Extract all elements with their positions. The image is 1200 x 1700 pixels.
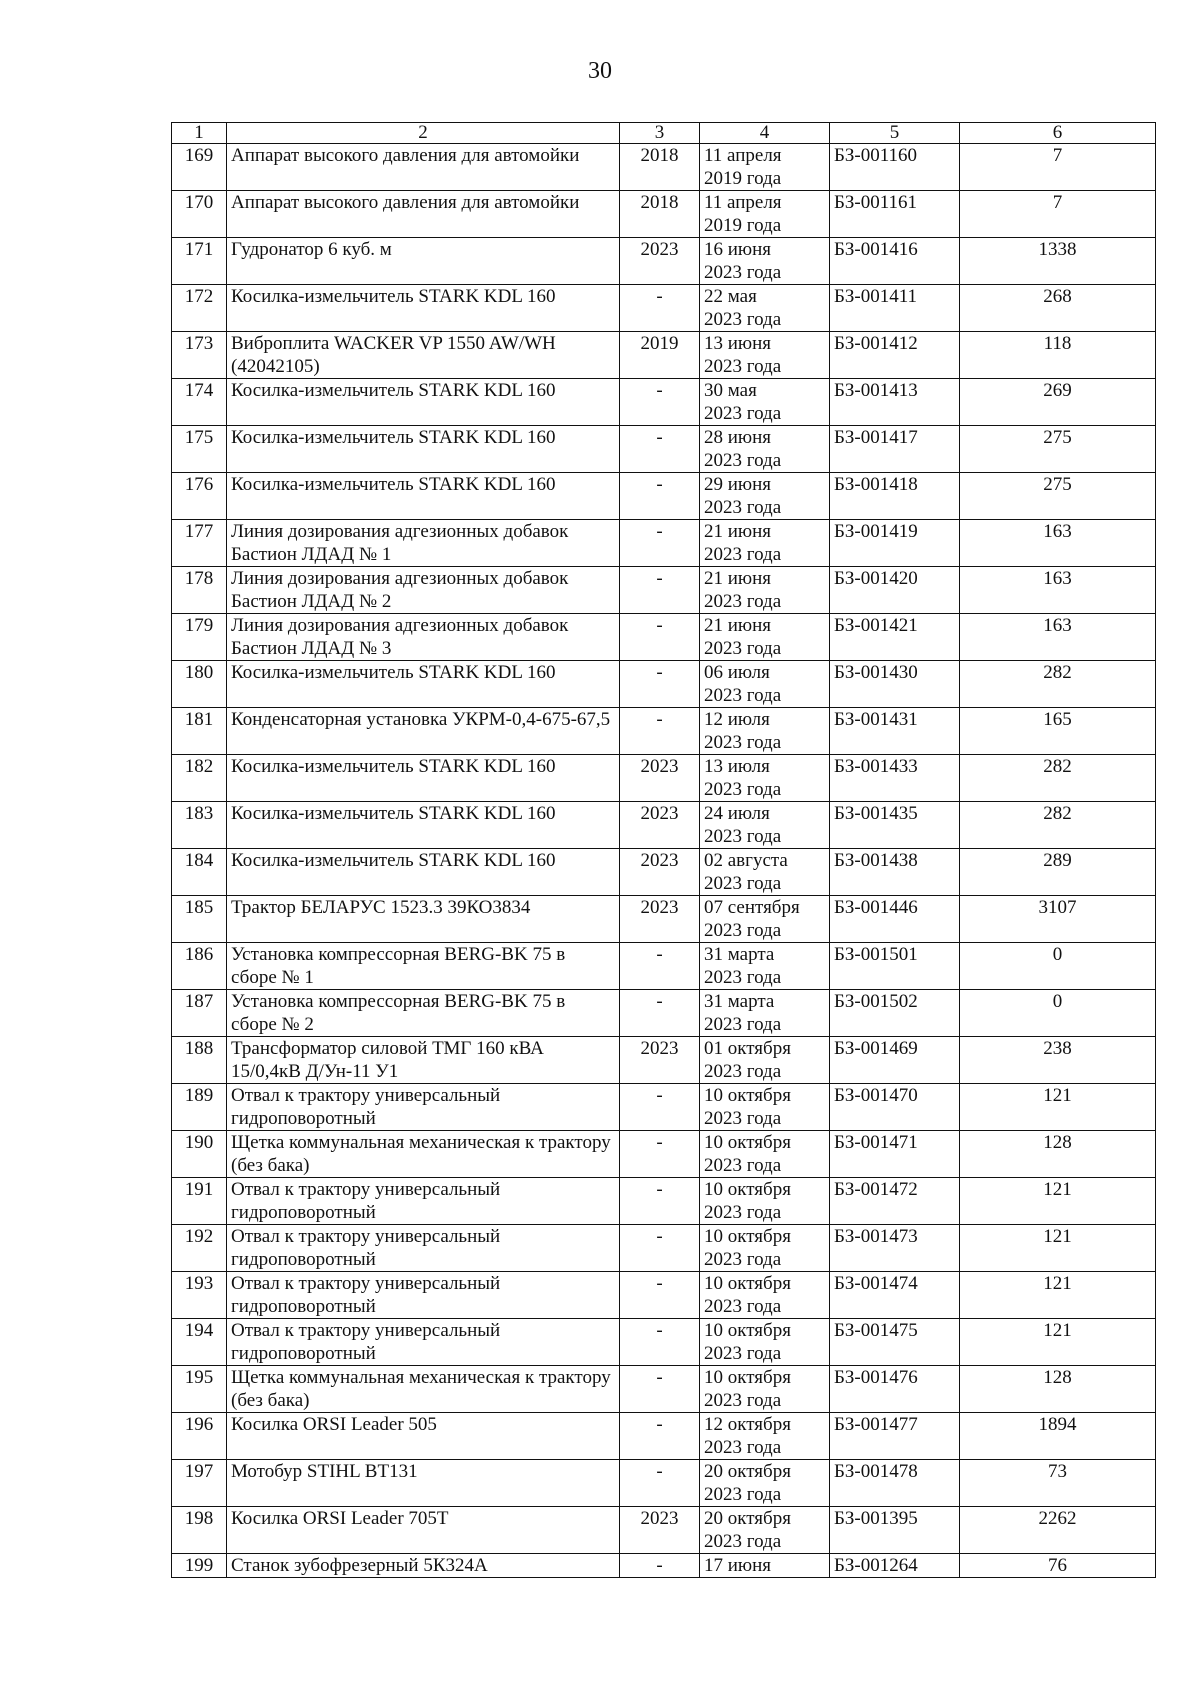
inventory-code: БЗ-001471 bbox=[830, 1131, 960, 1178]
item-date: 24 июля 2023 года bbox=[700, 802, 830, 849]
inventory-code: БЗ-001161 bbox=[830, 191, 960, 238]
item-value: 128 bbox=[960, 1131, 1156, 1178]
item-year: 2023 bbox=[620, 896, 700, 943]
item-value: 268 bbox=[960, 285, 1156, 332]
row-number: 181 bbox=[172, 708, 227, 755]
row-number: 170 bbox=[172, 191, 227, 238]
item-date: 02 августа 2023 года bbox=[700, 849, 830, 896]
item-date: 28 июня 2023 года bbox=[700, 426, 830, 473]
item-value: 76 bbox=[960, 1554, 1156, 1578]
inventory-code: БЗ-001475 bbox=[830, 1319, 960, 1366]
item-year: 2018 bbox=[620, 144, 700, 191]
item-name: Косилка-измельчитель STARK KDL 160 bbox=[227, 849, 620, 896]
item-date: 11 апреля 2019 года bbox=[700, 144, 830, 191]
table-row bbox=[172, 426, 1156, 473]
table-row bbox=[172, 896, 1156, 943]
table-row bbox=[172, 379, 1156, 426]
item-name: Станок зубофрезерный 5К324А bbox=[227, 1554, 620, 1578]
table-row bbox=[172, 1131, 1156, 1178]
item-year: - bbox=[620, 473, 700, 520]
item-date: 13 июля 2023 года bbox=[700, 755, 830, 802]
item-year: - bbox=[620, 1178, 700, 1225]
inventory-code: БЗ-001412 bbox=[830, 332, 960, 379]
inventory-code: БЗ-001478 bbox=[830, 1460, 960, 1507]
inventory-code: БЗ-001477 bbox=[830, 1413, 960, 1460]
item-year: - bbox=[620, 1225, 700, 1272]
item-name: Отвал к трактору универсальный гидроповоротный bbox=[227, 1084, 620, 1131]
inventory-code: БЗ-001431 bbox=[830, 708, 960, 755]
item-value: 7 bbox=[960, 144, 1156, 191]
item-name: Косилка-измельчитель STARK KDL 160 bbox=[227, 285, 620, 332]
row-number: 189 bbox=[172, 1084, 227, 1131]
item-year: - bbox=[620, 661, 700, 708]
item-date: 16 июня 2023 года bbox=[700, 238, 830, 285]
item-value: 121 bbox=[960, 1272, 1156, 1319]
column-header: 6 bbox=[960, 123, 1156, 144]
item-year: 2023 bbox=[620, 849, 700, 896]
item-date: 30 мая 2023 года bbox=[700, 379, 830, 426]
row-number: 171 bbox=[172, 238, 227, 285]
item-name: Отвал к трактору универсальный гидроповоротный bbox=[227, 1225, 620, 1272]
inventory-code: БЗ-001430 bbox=[830, 661, 960, 708]
item-date: 10 октября 2023 года bbox=[700, 1272, 830, 1319]
item-value: 1338 bbox=[960, 238, 1156, 285]
inventory-code: БЗ-001421 bbox=[830, 614, 960, 661]
item-date: 20 октября 2023 года bbox=[700, 1507, 830, 1554]
table-row bbox=[172, 1178, 1156, 1225]
item-date: 06 июля 2023 года bbox=[700, 661, 830, 708]
column-header: 1 bbox=[172, 123, 227, 144]
item-name: Гудронатор 6 куб. м bbox=[227, 238, 620, 285]
item-date: 07 сентября 2023 года bbox=[700, 896, 830, 943]
item-year: 2023 bbox=[620, 802, 700, 849]
item-date: 13 июня 2023 года bbox=[700, 332, 830, 379]
row-number: 191 bbox=[172, 1178, 227, 1225]
row-number: 182 bbox=[172, 755, 227, 802]
row-number: 172 bbox=[172, 285, 227, 332]
item-date: 01 октября 2023 года bbox=[700, 1037, 830, 1084]
item-year: - bbox=[620, 708, 700, 755]
item-date: 11 апреля 2019 года bbox=[700, 191, 830, 238]
item-name: Установка компрессорная BERG-BK 75 в сборе № 2 bbox=[227, 990, 620, 1037]
item-date: 12 октября 2023 года bbox=[700, 1413, 830, 1460]
item-date: 10 октября 2023 года bbox=[700, 1225, 830, 1272]
table-row bbox=[172, 1272, 1156, 1319]
inventory-code: БЗ-001473 bbox=[830, 1225, 960, 1272]
item-name: Аппарат высокого давления для автомойки bbox=[227, 144, 620, 191]
table-row bbox=[172, 191, 1156, 238]
item-date: 31 марта 2023 года bbox=[700, 943, 830, 990]
item-year: - bbox=[620, 520, 700, 567]
row-number: 176 bbox=[172, 473, 227, 520]
row-number: 177 bbox=[172, 520, 227, 567]
table-row bbox=[172, 1037, 1156, 1084]
inventory-code: БЗ-001160 bbox=[830, 144, 960, 191]
item-name: Щетка коммунальная механическая к трактору (без бака) bbox=[227, 1366, 620, 1413]
item-date: 21 июня 2023 года bbox=[700, 520, 830, 567]
inventory-code: БЗ-001417 bbox=[830, 426, 960, 473]
item-value: 121 bbox=[960, 1225, 1156, 1272]
table-row bbox=[172, 708, 1156, 755]
item-date: 10 октября 2023 года bbox=[700, 1319, 830, 1366]
item-date: 22 мая 2023 года bbox=[700, 285, 830, 332]
column-header: 2 bbox=[227, 123, 620, 144]
row-number: 174 bbox=[172, 379, 227, 426]
row-number: 186 bbox=[172, 943, 227, 990]
inventory-code: БЗ-001395 bbox=[830, 1507, 960, 1554]
item-year: - bbox=[620, 614, 700, 661]
item-date: 31 марта 2023 года bbox=[700, 990, 830, 1037]
inventory-code: БЗ-001420 bbox=[830, 567, 960, 614]
item-value: 282 bbox=[960, 755, 1156, 802]
item-value: 3107 bbox=[960, 896, 1156, 943]
inventory-code: БЗ-001264 bbox=[830, 1554, 960, 1578]
item-value: 275 bbox=[960, 426, 1156, 473]
item-date: 17 июня bbox=[700, 1554, 830, 1578]
item-value: 275 bbox=[960, 473, 1156, 520]
table-row bbox=[172, 144, 1156, 191]
table-row bbox=[172, 661, 1156, 708]
item-year: - bbox=[620, 1272, 700, 1319]
item-name: Отвал к трактору универсальный гидроповоротный bbox=[227, 1319, 620, 1366]
item-name: Косилка-измельчитель STARK KDL 160 bbox=[227, 473, 620, 520]
inventory-code: БЗ-001446 bbox=[830, 896, 960, 943]
item-value: 269 bbox=[960, 379, 1156, 426]
table-row bbox=[172, 238, 1156, 285]
item-value: 282 bbox=[960, 802, 1156, 849]
inventory-code: БЗ-001411 bbox=[830, 285, 960, 332]
item-date: 10 октября 2023 года bbox=[700, 1084, 830, 1131]
item-name: Линия дозирования адгезионных добавок Бастион ЛДАД № 3 bbox=[227, 614, 620, 661]
row-number: 180 bbox=[172, 661, 227, 708]
table-row bbox=[172, 1554, 1156, 1578]
row-number: 190 bbox=[172, 1131, 227, 1178]
item-name: Щетка коммунальная механическая к трактору (без бака) bbox=[227, 1131, 620, 1178]
item-year: 2018 bbox=[620, 191, 700, 238]
row-number: 192 bbox=[172, 1225, 227, 1272]
item-name: Косилка-измельчитель STARK KDL 160 bbox=[227, 802, 620, 849]
table-row bbox=[172, 1366, 1156, 1413]
item-value: 128 bbox=[960, 1366, 1156, 1413]
item-name: Линия дозирования адгезионных добавок Бастион ЛДАД № 2 bbox=[227, 567, 620, 614]
row-number: 178 bbox=[172, 567, 227, 614]
table-row bbox=[172, 1225, 1156, 1272]
item-value: 163 bbox=[960, 520, 1156, 567]
item-year: - bbox=[620, 990, 700, 1037]
item-value: 73 bbox=[960, 1460, 1156, 1507]
item-value: 238 bbox=[960, 1037, 1156, 1084]
table-row bbox=[172, 332, 1156, 379]
item-value: 0 bbox=[960, 943, 1156, 990]
item-year: - bbox=[620, 1366, 700, 1413]
inventory-code: БЗ-001469 bbox=[830, 1037, 960, 1084]
table-row bbox=[172, 755, 1156, 802]
item-year: - bbox=[620, 1413, 700, 1460]
item-year: - bbox=[620, 1554, 700, 1578]
inventory-code: БЗ-001470 bbox=[830, 1084, 960, 1131]
item-date: 12 июля 2023 года bbox=[700, 708, 830, 755]
inventory-code: БЗ-001438 bbox=[830, 849, 960, 896]
item-date: 21 июня 2023 года bbox=[700, 567, 830, 614]
row-number: 169 bbox=[172, 144, 227, 191]
inventory-code: БЗ-001416 bbox=[830, 238, 960, 285]
item-value: 289 bbox=[960, 849, 1156, 896]
item-date: 10 октября 2023 года bbox=[700, 1178, 830, 1225]
item-value: 2262 bbox=[960, 1507, 1156, 1554]
item-year: 2023 bbox=[620, 238, 700, 285]
item-year: - bbox=[620, 1460, 700, 1507]
inventory-code: БЗ-001472 bbox=[830, 1178, 960, 1225]
row-number: 173 bbox=[172, 332, 227, 379]
row-number: 195 bbox=[172, 1366, 227, 1413]
table-header-row bbox=[172, 123, 1156, 144]
row-number: 196 bbox=[172, 1413, 227, 1460]
inventory-code: БЗ-001418 bbox=[830, 473, 960, 520]
table-row bbox=[172, 1319, 1156, 1366]
item-name: Косилка-измельчитель STARK KDL 160 bbox=[227, 755, 620, 802]
row-number: 179 bbox=[172, 614, 227, 661]
inventory-code: БЗ-001502 bbox=[830, 990, 960, 1037]
item-year: - bbox=[620, 943, 700, 990]
inventory-code: БЗ-001501 bbox=[830, 943, 960, 990]
table-row bbox=[172, 520, 1156, 567]
item-year: 2023 bbox=[620, 1507, 700, 1554]
row-number: 184 bbox=[172, 849, 227, 896]
column-header: 5 bbox=[830, 123, 960, 144]
item-date: 10 октября 2023 года bbox=[700, 1366, 830, 1413]
item-name: Установка компрессорная BERG-BK 75 в сборе № 1 bbox=[227, 943, 620, 990]
table-row bbox=[172, 1507, 1156, 1554]
row-number: 193 bbox=[172, 1272, 227, 1319]
row-number: 183 bbox=[172, 802, 227, 849]
item-name: Косилка-измельчитель STARK KDL 160 bbox=[227, 379, 620, 426]
table-row bbox=[172, 990, 1156, 1037]
item-date: 21 июня 2023 года bbox=[700, 614, 830, 661]
row-number: 188 bbox=[172, 1037, 227, 1084]
item-name: Мотобур STIHL BT131 bbox=[227, 1460, 620, 1507]
inventory-table bbox=[171, 122, 1156, 1578]
item-value: 1894 bbox=[960, 1413, 1156, 1460]
item-year: - bbox=[620, 426, 700, 473]
row-number: 175 bbox=[172, 426, 227, 473]
row-number: 187 bbox=[172, 990, 227, 1037]
item-name: Трактор БЕЛАРУС 1523.3 39КО3834 bbox=[227, 896, 620, 943]
item-year: - bbox=[620, 285, 700, 332]
row-number: 199 bbox=[172, 1554, 227, 1578]
table-row bbox=[172, 567, 1156, 614]
item-date: 20 октября 2023 года bbox=[700, 1460, 830, 1507]
table-row bbox=[172, 285, 1156, 332]
item-name: Косилка-измельчитель STARK KDL 160 bbox=[227, 661, 620, 708]
item-date: 29 июня 2023 года bbox=[700, 473, 830, 520]
item-year: - bbox=[620, 379, 700, 426]
item-name: Конденсаторная установка УКРМ-0,4-675-67,5 bbox=[227, 708, 620, 755]
item-name: Линия дозирования адгезионных добавок Бастион ЛДАД № 1 bbox=[227, 520, 620, 567]
item-year: - bbox=[620, 1084, 700, 1131]
table-row bbox=[172, 1413, 1156, 1460]
item-value: 118 bbox=[960, 332, 1156, 379]
row-number: 194 bbox=[172, 1319, 227, 1366]
inventory-code: БЗ-001413 bbox=[830, 379, 960, 426]
item-year: 2023 bbox=[620, 1037, 700, 1084]
item-value: 121 bbox=[960, 1319, 1156, 1366]
item-date: 10 октября 2023 года bbox=[700, 1131, 830, 1178]
item-year: 2019 bbox=[620, 332, 700, 379]
inventory-code: БЗ-001419 bbox=[830, 520, 960, 567]
table-row bbox=[172, 1084, 1156, 1131]
item-name: Косилка ORSI Leader 705T bbox=[227, 1507, 620, 1554]
item-value: 282 bbox=[960, 661, 1156, 708]
page-number: 30 bbox=[588, 58, 612, 84]
item-year: - bbox=[620, 567, 700, 614]
table-row bbox=[172, 1460, 1156, 1507]
row-number: 185 bbox=[172, 896, 227, 943]
item-value: 165 bbox=[960, 708, 1156, 755]
item-year: - bbox=[620, 1319, 700, 1366]
item-name: Трансформатор силовой ТМГ 160 кВА 15/0,4кВ Д/Ун-11 У1 bbox=[227, 1037, 620, 1084]
column-header: 3 bbox=[620, 123, 700, 144]
inventory-code: БЗ-001435 bbox=[830, 802, 960, 849]
table-row bbox=[172, 473, 1156, 520]
item-value: 0 bbox=[960, 990, 1156, 1037]
table-body bbox=[172, 144, 1156, 1578]
item-value: 7 bbox=[960, 191, 1156, 238]
table-row bbox=[172, 943, 1156, 990]
item-name: Аппарат высокого давления для автомойки bbox=[227, 191, 620, 238]
item-value: 121 bbox=[960, 1178, 1156, 1225]
row-number: 197 bbox=[172, 1460, 227, 1507]
item-value: 121 bbox=[960, 1084, 1156, 1131]
table-row bbox=[172, 614, 1156, 661]
item-name: Косилка-измельчитель STARK KDL 160 bbox=[227, 426, 620, 473]
item-name: Косилка ORSI Leader 505 bbox=[227, 1413, 620, 1460]
column-header: 4 bbox=[700, 123, 830, 144]
item-name: Виброплита WACKER VP 1550 AW/WH (42042105) bbox=[227, 332, 620, 379]
item-value: 163 bbox=[960, 567, 1156, 614]
table-row bbox=[172, 802, 1156, 849]
item-year: - bbox=[620, 1131, 700, 1178]
inventory-code: БЗ-001476 bbox=[830, 1366, 960, 1413]
item-value: 163 bbox=[960, 614, 1156, 661]
item-name: Отвал к трактору универсальный гидроповоротный bbox=[227, 1272, 620, 1319]
table-row bbox=[172, 849, 1156, 896]
inventory-code: БЗ-001433 bbox=[830, 755, 960, 802]
inventory-code: БЗ-001474 bbox=[830, 1272, 960, 1319]
item-year: 2023 bbox=[620, 755, 700, 802]
item-name: Отвал к трактору универсальный гидроповоротный bbox=[227, 1178, 620, 1225]
row-number: 198 bbox=[172, 1507, 227, 1554]
